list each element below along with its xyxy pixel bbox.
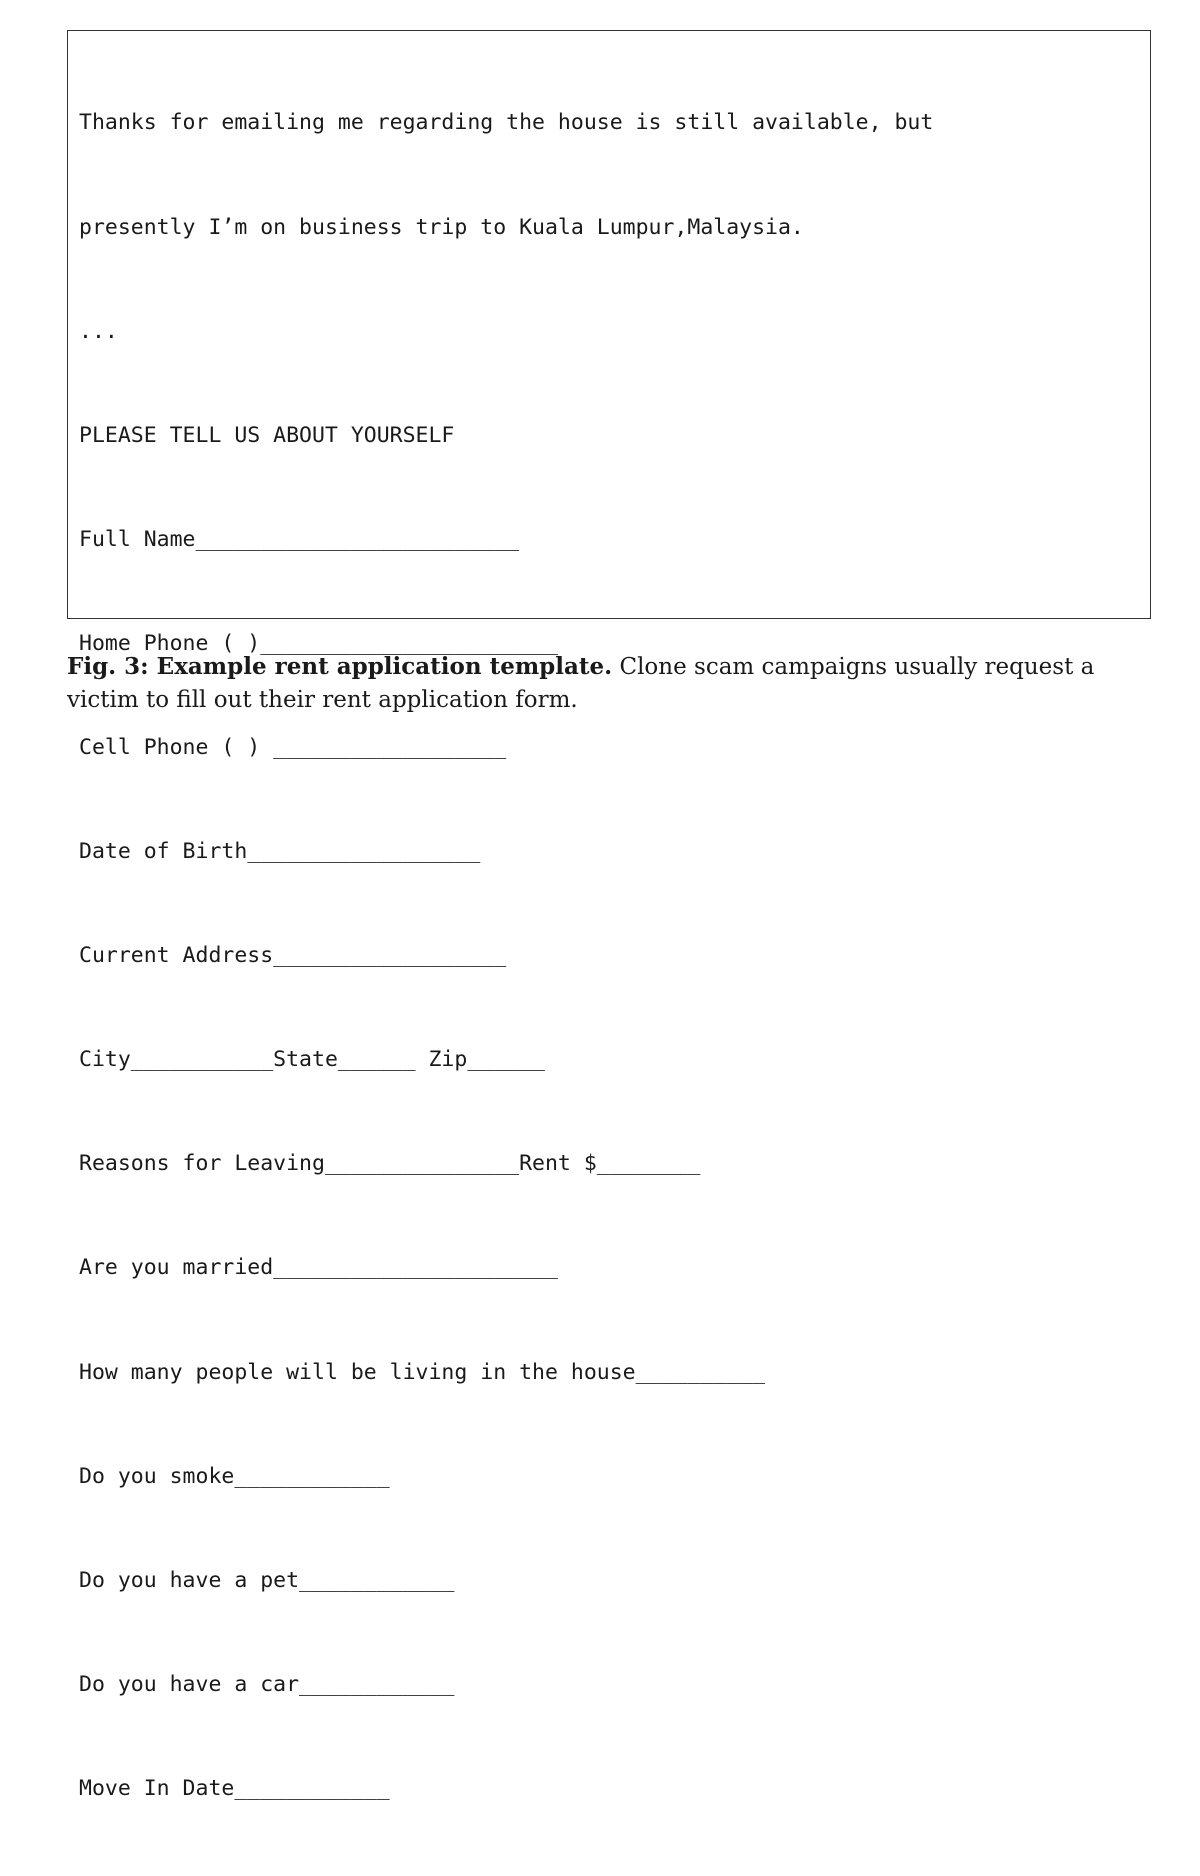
form-field-full-name: Full Name_________________________	[79, 526, 520, 552]
form-field-smoke: Do you smoke____________	[79, 1463, 390, 1489]
form-field-move-in-date: Move In Date____________	[79, 1775, 390, 1801]
template-heading: PLEASE TELL US ABOUT YOURSELF	[79, 422, 455, 448]
form-field-married: Are you married______________________	[79, 1255, 558, 1281]
form-field-pet: Do you have a pet____________	[79, 1567, 455, 1593]
figure-caption	[67, 650, 1157, 717]
form-field-reasons-rent: Reasons for Leaving_______________Rent $________	[79, 1151, 701, 1177]
template-line: Thanks for emailing me regarding the house is still available, but	[79, 110, 934, 136]
form-field-car: Do you have a car____________	[79, 1671, 455, 1697]
caption-text: Clone scam campaigns usually request a victim to fill out their rent application form.	[67, 654, 1095, 713]
form-field-current-address: Current Address__________________	[79, 943, 507, 969]
form-field-home-phone: Home Phone ( )_______________________	[79, 630, 558, 656]
form-field-cell-phone: Cell Phone ( ) __________________	[79, 734, 507, 760]
template-line: ...	[79, 318, 118, 344]
form-field-date-of-birth: Date of Birth__________________	[79, 839, 481, 865]
email-template-text	[79, 37, 933, 1876]
form-field-occupants: How many people will be living in the house__________	[79, 1359, 766, 1385]
form-field-city-state-zip: City___________State______ Zip______	[79, 1047, 545, 1073]
caption-label: Fig. 3: Example rent application template.	[67, 653, 613, 680]
template-line: presently I’m on business trip to Kuala Lumpur,Malaysia.	[79, 214, 804, 240]
